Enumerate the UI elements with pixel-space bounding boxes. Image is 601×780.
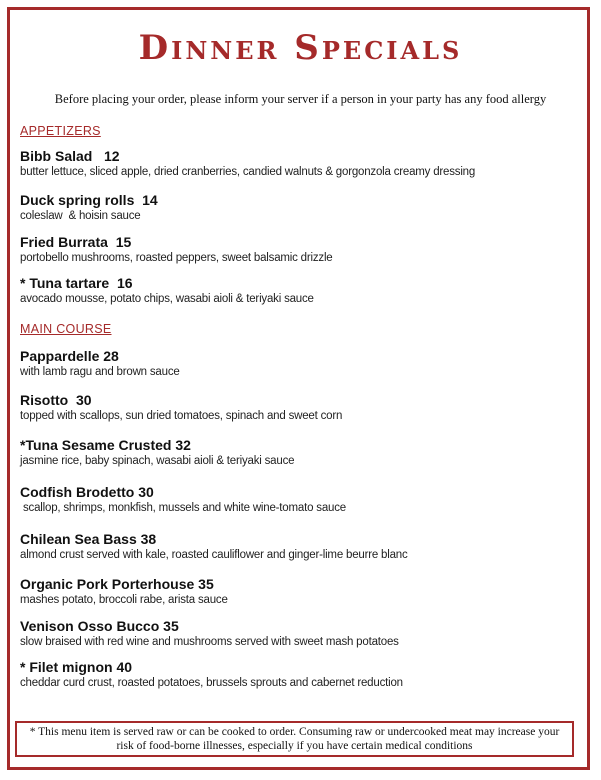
menu-item	[20, 348, 580, 379]
item-description: with lamb ragu and brown sauce	[20, 366, 180, 378]
disclaimer-line-2: risk of food-borne illnesses, especially if you have certain medical conditions	[116, 740, 473, 752]
item-description: scallop, shrimps, monkfish, mussels and white wine-tomato sauce	[20, 502, 346, 514]
menu-item	[20, 234, 580, 265]
item-name: * Tuna tartare 16	[20, 275, 133, 291]
item-name: Fried Burrata 15	[20, 234, 132, 250]
raw-food-disclaimer	[15, 721, 574, 757]
menu-item	[20, 531, 580, 562]
item-description: cheddar curd crust, roasted potatoes, brussels sprouts and cabernet reduction	[20, 677, 403, 689]
item-description: almond crust served with kale, roasted cauliflower and ginger-lime beurre blanc	[20, 549, 408, 561]
menu-item	[20, 148, 580, 179]
allergy-notice: Before placing your order, please inform your server if a person in your party has any food allergy	[54, 92, 547, 106]
menu-item	[20, 192, 580, 223]
menu-item	[20, 392, 580, 423]
item-description: coleslaw & hoisin sauce	[20, 210, 141, 222]
item-name: Bibb Salad 12	[20, 148, 120, 164]
item-name: Codfish Brodetto 30	[20, 484, 154, 500]
item-description: avocado mousse, potato chips, wasabi aioli & teriyaki sauce	[20, 293, 314, 305]
item-description: portobello mushrooms, roasted peppers, sweet balsamic drizzle	[20, 252, 333, 264]
section-heading-main-course: MAIN COURSE	[20, 322, 112, 336]
item-description: slow braised with red wine and mushrooms served with sweet mash potatoes	[20, 636, 399, 648]
item-name: * Filet mignon 40	[20, 659, 133, 675]
menu-item	[20, 618, 580, 649]
menu-item	[20, 275, 580, 306]
menu-item	[20, 484, 580, 515]
item-name: Chilean Sea Bass 38	[20, 531, 157, 547]
item-name: Pappardelle 28	[20, 348, 119, 364]
menu-item	[20, 576, 580, 607]
item-name: Venison Osso Bucco 35	[20, 618, 179, 634]
item-description: butter lettuce, sliced apple, dried cranberries, candied walnuts & gorgonzola creamy dressing	[20, 166, 476, 178]
item-description: mashes potato, broccoli rabe, arista sauce	[20, 594, 228, 606]
menu-item	[20, 659, 580, 690]
section-heading-appetizers: APPETIZERS	[20, 124, 101, 138]
item-description: topped with scallops, sun dried tomatoes, spinach and sweet corn	[20, 410, 343, 422]
page-title: Dinner Specials	[138, 28, 463, 68]
item-description: jasmine rice, baby spinach, wasabi aioli & teriyaki sauce	[20, 455, 295, 467]
menu-item	[20, 437, 580, 468]
item-name: Risotto 30	[20, 392, 92, 408]
item-name: Organic Pork Porterhouse 35	[20, 576, 214, 592]
item-name: *Tuna Sesame Crusted 32	[20, 437, 191, 453]
disclaimer-line-1: * This menu item is served raw or can be cooked to order. Consuming raw or undercooked meat may increase your	[29, 726, 560, 738]
menu-border	[7, 7, 590, 770]
item-name: Duck spring rolls 14	[20, 192, 158, 208]
